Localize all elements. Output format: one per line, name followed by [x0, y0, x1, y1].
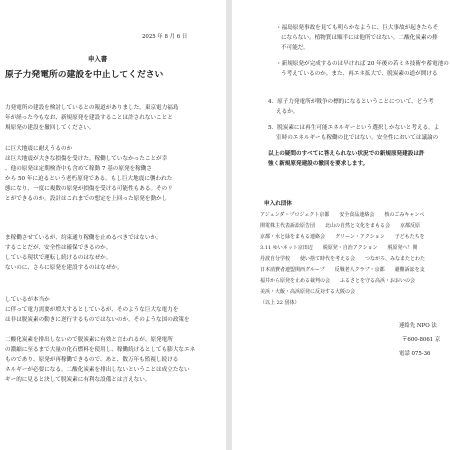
org-line: 3.11 ゆいネット京田辺 脱原発・自治アクション 脱原発へ！関 — [260, 245, 418, 251]
item-5-line: 室時のエネルギーも稼働の比ではない。安全性においては議論の — [276, 135, 439, 141]
item-4-line: えるか。 — [276, 109, 299, 115]
section-3-line: 二酸化炭素を排出しないので脱炭素に有効と言われるが、原発電所 — [5, 337, 173, 343]
body-line: ・新規原発が完成するのは早ければ 20 年後の若ミネ技術や蓄電池の — [276, 61, 449, 67]
section-3-line: は非は脱炭素の動きに逆行するものではないのか。そのような国の政策を — [5, 317, 190, 323]
org-line: 日本消費者連盟関西グループ 反戦老人クラブ・京都 避難訴訟を支 — [260, 267, 425, 273]
section-3-line: ネルギーが必要になる。二酸化炭素を排出しないということは成立たない — [5, 367, 190, 373]
org-line: 福井から原発を止める裁判の会 ふるさとを守る高浜・おおいの会 — [260, 278, 416, 284]
section-1-line: 、他の原発は定期検査中も含めて稼動 7 基の原発を稼働さ — [5, 166, 152, 172]
org-line: アジェンダ・プロジェクト京都 安全食品連絡会 核のごみキャンペ — [260, 212, 425, 218]
section-1-line: から 50 年に迫るという老朽原発である。もし巨大地震に襲われた — [5, 176, 173, 182]
section-3-heading: しているが本当か — [5, 297, 50, 303]
section-1-heading: に巨大地震に耐えうるのか — [5, 146, 73, 152]
section-2-line: ないのに、さらに原発を建設するのはなぜか。 — [5, 265, 123, 271]
intro-line: 力発電所の建設を検討しているとの報道がありました。東京電力福島 — [5, 105, 179, 111]
section-1-line: は巨大地震が大きな損傷を受けた。稼働していなかったことが幸 — [5, 156, 168, 162]
contact-line: 連絡先 NPO 法 — [399, 323, 437, 329]
intro-line: 年が経った今もなお、新規原発を建設することは許されないことと — [5, 115, 173, 121]
body-line: にならない。植物質は順半には他所ではない。二酸化炭素の排 — [281, 35, 438, 41]
right-page — [232, 0, 450, 450]
body-line: う考えているのか。また、再エネ拡大で、脱炭素の道が開ける — [281, 71, 438, 77]
section-3-line: に伴って電力需要が増大するとしているが、そのような巨大な電力を — [5, 307, 179, 313]
item-4-line: 4．原子力発電所が戦争の標的になるということについて、どう考 — [268, 99, 434, 105]
document-heading: 申入書 — [88, 55, 108, 63]
closing-statement-line: 以上の疑問のすべてに答えられない状況での新規原発建設は許 — [268, 151, 425, 157]
org-count: （以上 22 団体） — [260, 300, 300, 306]
body-line: 不可能だ。 — [281, 45, 309, 51]
closing-statement-line: 強く新規原発建設の撤回を要求します。 — [268, 161, 369, 167]
section-1-line: 態になり、一度に複数の原発が損傷を受ける可能性もある。そのリ — [5, 186, 173, 192]
org-line: 丹波自分学校 使い捨て時代を考える会 つながろ、みなまたとわた — [260, 256, 426, 262]
section-3-line: の濃縮に至るまで大量の化石燃料を使用し、稼働続けるとしても膨大なエネ — [5, 347, 196, 353]
section-2-line: ま稼働させているが、約束通り稼働を止めるべきではないか。 — [5, 235, 162, 241]
contact-line: 電話 075-36 — [399, 351, 431, 357]
item-5-line: 5．脱炭素には再生可能エネルギーという選択しかないと考える。よ — [268, 125, 440, 131]
org-line: 関電株主代表訴訟原告団 北山の自然と文化をまもる会 京都反原 — [260, 223, 421, 229]
intro-line: 規原発の建設を撤回してください。 — [5, 125, 95, 131]
section-2-line: することだが、安全性は確保できるのか。 — [5, 245, 112, 251]
section-3-line: ものであり、原発が再稼働できるので、あと、数万年も監視し続ける — [5, 357, 179, 363]
org-line: 京都・水と緑をまもる連絡会 グリーン・アクション 子どもたちを — [260, 234, 425, 240]
document-date: 2025 年 8 月 6 日 — [142, 34, 188, 40]
body-line: ・福島原発事故を見ても明らかなように、巨大事故が起きたらそ — [276, 25, 439, 31]
document-title: 原子力発電所の建設を中止してください — [5, 70, 164, 80]
section-2-line: している現状で運転し続けるのはなぜか。 — [5, 255, 112, 261]
org-line: 美浜・大飯・高浜原発に反対する大阪の会 — [260, 289, 356, 295]
section-1-line: とができるのか。設計はこれまでの想定を上回った原発を動かし — [5, 196, 168, 202]
contact-line: 〒600-8061 京 — [402, 337, 441, 343]
orgs-heading: 申入れ団体 — [264, 201, 292, 207]
section-3-line: ギー的に見ると決して脱炭素に有利な設備とは言えない。 — [5, 377, 151, 383]
